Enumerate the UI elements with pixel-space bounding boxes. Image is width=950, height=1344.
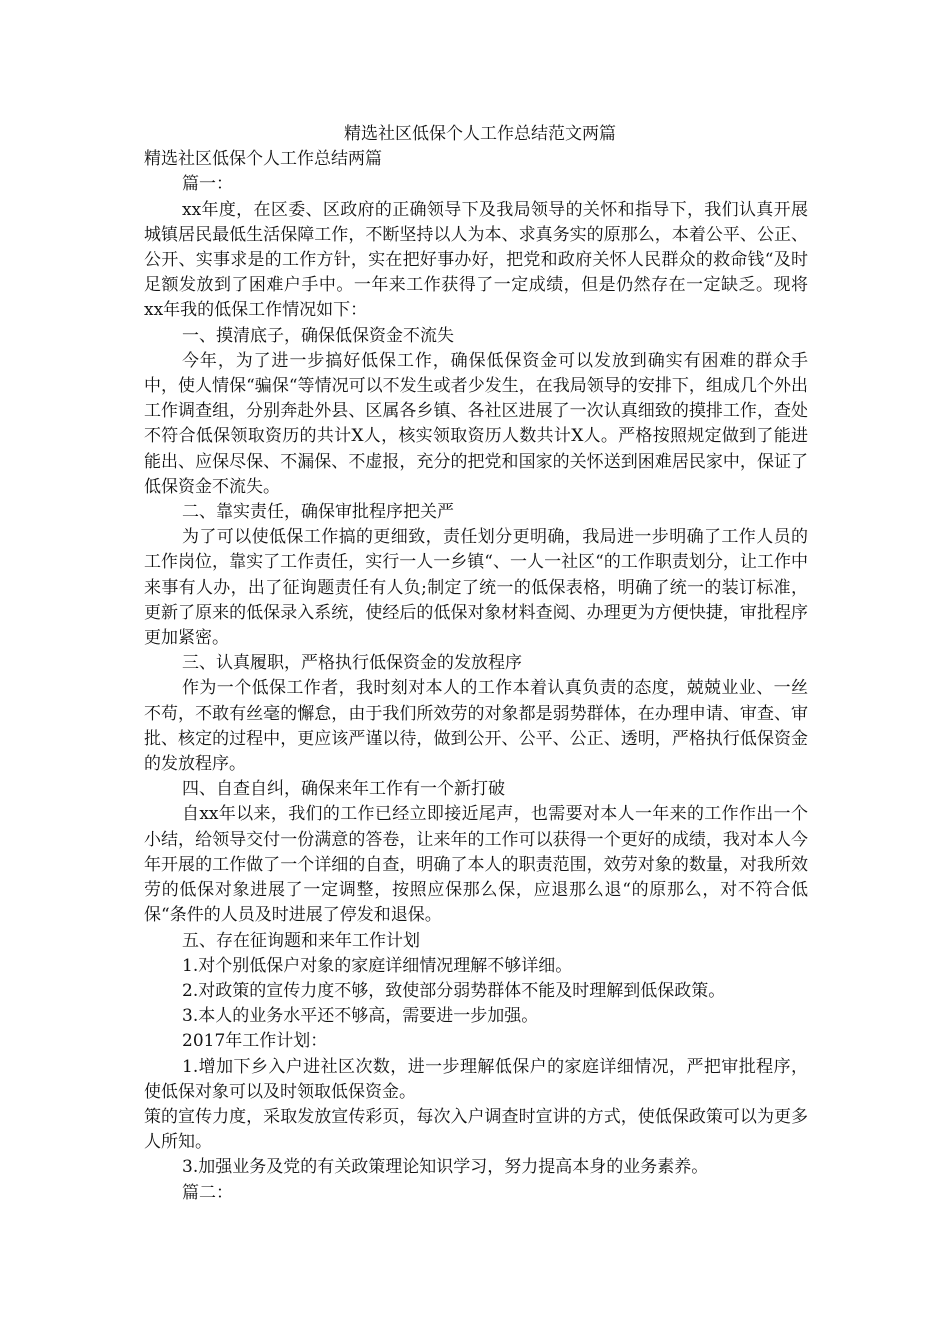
paragraph-section-1: 今年，为了进一步搞好低保工作，确保低保资金可以发放到确实有困难的群众手中，使人情保“骗保“等情况可以不发生或者少发生，在我局领导的安排下，组成几个外出工作调查组，分别奔赴外县、区属各乡镇、各社区进展了一次认真细致的摸排工作，查处不符合低保领取资历的共计X人，核实领取资历人数共计X人。严格按照规定做到了能进能出、应保尽保、不漏保、不虚报，充分的把党和国家的关怀送到困难居民家中，保证了低保资金不流失。 [144,350,808,497]
plan-heading: 2017年工作计划： [182,1031,328,1052]
document-page [144,122,808,1206]
section-heading-4: 四、自查自纠，确保来年工作有一个新打破 [182,779,505,800]
section-heading-5: 五、存在征询题和来年工作计划 [182,930,420,951]
document-subtitle: 精选社区低保个人工作总结两篇 [144,149,382,170]
plan-item-1: 1.增加下乡入户进社区次数，进一步理解低保户的家庭详细情况，严把审批程序，使低保对象可以及时领取低保资金。 [144,1056,808,1102]
problem-item-3: 3.本人的业务水平还不够高，需要进一步加强。 [182,1006,539,1027]
paragraph-part-one-label: 篇一： [182,174,233,195]
section-heading-3: 三、认真履职，严格执行低保资金的发放程序 [182,653,522,674]
plan-item-2-fragment: 策的宣传力度，采取发放宣传彩页，每次入户调查时宣讲的方式，使低保政策可以为更多人所知。 [144,1106,808,1153]
section-heading-2: 二、靠实责任，确保审批程序把关严 [182,502,454,523]
paragraph-intro: xx年度，在区委、区政府的正确领导下及我局领导的关怀和指导下，我们认真开展城镇居民最低生活保障工作，不断坚持以人为本、求真务实的原那么，本着公平、公正、公开、实事求是的工作方针，实在把好事办好，把党和政府关怀人民群众的救命钱“及时足额发放到了困难户手中。一年来工作获得了一定成绩，但是仍然存在一定缺乏。现将xx年我的低保工作情况如下： [144,199,808,321]
paragraph-section-4: 自xx年以来，我们的工作已经立即接近尾声，也需要对本人一年来的工作作出一个小结，给领导交付一份满意的答卷，让来年的工作可以获得一个更好的成绩，我对本人今年开展的工作做了一个详细的自查，明确了本人的职责范围，效劳对象的数量，对我所效劳的低保对象进展了一定调整，按照应保那么保，应退那么退“的原那么，对不符合低保“条件的人员及时进展了停发和退保。 [144,804,808,926]
problem-item-2: 2.对政策的宣传力度不够，致使部分弱势群体不能及时理解到低保政策。 [182,980,726,1001]
paragraph-section-3: 作为一个低保工作者，我时刻对本人的工作本着认真负责的态度，兢兢业业、一丝不苟，不敢有丝毫的懈怠，由于我们所效劳的对象都是弱势群体，在办理申请、审查、审批、核定的过程中，更应该严谨以待，做到公开、公平、公正、透明，严格执行低保资金的发放程序。 [144,678,808,775]
problem-item-1: 1.对个别低保户对象的家庭详细情况理解不够详细。 [182,955,573,976]
document-title: 精选社区低保个人工作总结范文两篇 [344,124,616,144]
paragraph-part-two-label: 篇二： [182,1182,233,1203]
section-heading-1: 一、摸清底子，确保低保资金不流失 [182,325,454,346]
paragraph-section-2: 为了可以使低保工作搞的更细致，责任划分更明确，我局进一步明确了工作人员的工作岗位，靠实了工作责任，实行一人一乡镇“、一人一社区“的工作职责划分，让工作中来事有人办，出了征询题责任有人负;制定了统一的低保表格，明确了统一的装订标准，更新了原来的低保录入系统，使经后的低保对象材料查阅、办理更为方便快捷，审批程序更加紧密。 [144,527,808,649]
plan-item-3: 3.加强业务及党的有关政策理论知识学习，努力提高本身的业务素养。 [182,1157,709,1178]
